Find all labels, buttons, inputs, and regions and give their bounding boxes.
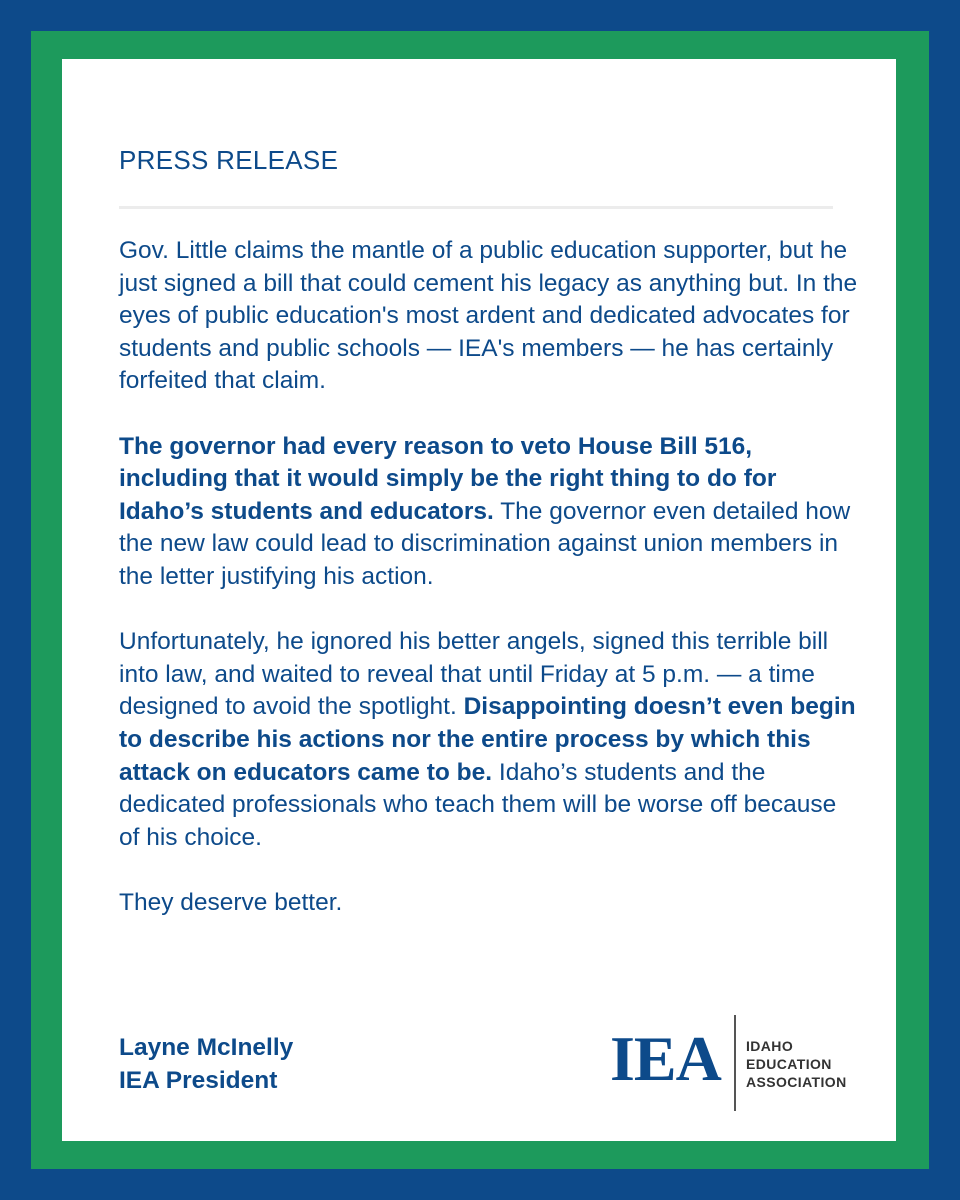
signature-title: IEA President (119, 1067, 278, 1094)
page-title: PRESS RELEASE (119, 145, 339, 175)
divider (119, 206, 833, 209)
press-release-card (62, 59, 896, 1141)
logo-line-3: ASSOCIATION (746, 1074, 847, 1090)
paragraph-3-text-a: Unfortunately, he ignored his better angels, signed this terrible bill into law, and waited to reveal that until Friday at 5 p.m. — a time designed to avoid the spotlight. (119, 628, 829, 721)
logo-line-2: EDUCATION (746, 1056, 832, 1072)
iea-logo (610, 1015, 870, 1111)
signature-name: Layne McInelly (119, 1034, 294, 1061)
logo-letters: IEA (610, 1023, 721, 1094)
paragraph-4-text: They deserve better. (119, 888, 343, 916)
logo-line-1: IDAHO (746, 1038, 794, 1054)
logo-divider (734, 1015, 736, 1111)
paragraph-3-bold: Disappointing doesn’t even begin to describe his actions nor the entire process by which this attack on educators came to be. (119, 693, 856, 786)
logo-wordmark (746, 1037, 847, 1091)
press-release-body (119, 235, 859, 952)
paragraph-3 (119, 626, 859, 854)
paragraph-3-text-b: Idaho’s students and the dedicated professionals who teach them will be worse off because of his choice. (119, 758, 837, 851)
paragraph-2-bold: The governor had every reason to veto House Bill 516, including that it would simply be the right thing to do for Idaho’s students and educators. (119, 432, 777, 525)
paragraph-4 (119, 887, 859, 920)
signature-block (119, 1031, 293, 1097)
paragraph-2-text: The governor even detailed how the new law could lead to discrimination against union members in the letter justifying his action. (119, 497, 851, 590)
paragraph-1 (119, 235, 859, 398)
paragraph-2 (119, 431, 859, 594)
paragraph-1-text: Gov. Little claims the mantle of a public education supporter, but he just signed a bill that could cement his legacy as anything but. In the eyes of public education's most ardent and dedicated advocates for students and public schools — IEA's members — he has certainly forfeited that claim. (119, 237, 858, 395)
